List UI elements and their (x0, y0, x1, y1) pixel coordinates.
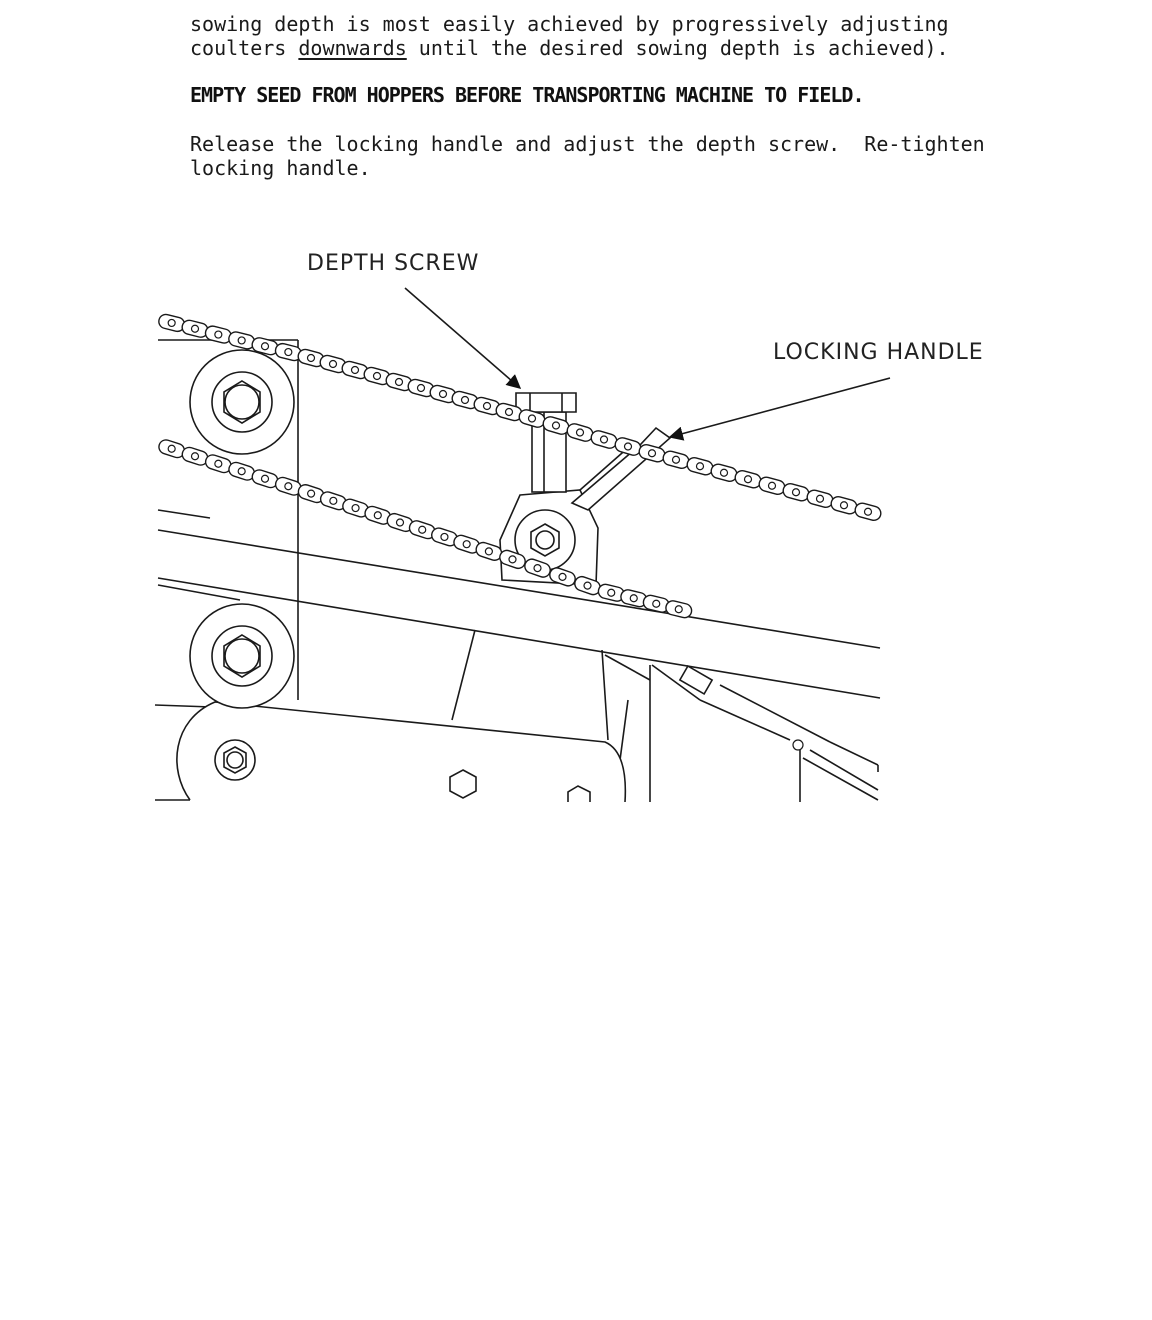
chain-pin (441, 533, 448, 540)
chain-pin (285, 349, 292, 356)
chain-pin (553, 422, 560, 429)
chain-pin (841, 502, 848, 509)
chain-pin (509, 556, 516, 563)
chain-pin (649, 450, 656, 457)
chain-pin (285, 483, 292, 490)
chain-pin (534, 565, 541, 572)
chain-pin (769, 482, 776, 489)
chain-pin (745, 476, 752, 483)
paragraph-line: Release the locking handle and adjust the depth screw. Re-tighten (190, 132, 985, 156)
chain-pin (559, 573, 566, 580)
chain-pin (440, 391, 447, 398)
chain-pin (463, 541, 470, 548)
chain-pin (168, 319, 175, 326)
chain-pin (673, 456, 680, 463)
chain-pin (352, 505, 359, 512)
chain-pin (215, 331, 222, 338)
chain-pin (308, 490, 315, 497)
underlined-word: downwards (298, 36, 407, 60)
chain-pin (817, 495, 824, 502)
chain-pin (352, 367, 359, 374)
chain-pin (721, 469, 728, 476)
bolt-upper-left (190, 350, 294, 454)
text-fragment: coulters (190, 36, 299, 60)
chain-pin (630, 595, 637, 602)
locking-handle-leader (670, 378, 890, 437)
chain-pin (675, 606, 682, 613)
chain-pin (330, 497, 337, 504)
pin-icon (793, 740, 803, 750)
chain-pin (418, 385, 425, 392)
chain-pin (168, 445, 175, 452)
paragraph-line: locking handle. (190, 156, 371, 180)
nut-icon (450, 770, 476, 798)
chain-pin (238, 468, 245, 475)
chain-pin (374, 512, 381, 519)
paragraph-line: sowing depth is most easily achieved by progressively adjusting (190, 12, 949, 36)
chain-pin (238, 337, 245, 344)
chain-pin (608, 589, 615, 596)
chain-pin (577, 429, 584, 436)
chain-pin (485, 548, 492, 555)
warning-heading: EMPTY SEED FROM HOPPERS BEFORE TRANSPORTING MACHINE TO FIELD. (190, 83, 864, 107)
bolt-lower-left (190, 604, 294, 708)
chain-pin (865, 508, 872, 515)
chain-pin (374, 373, 381, 380)
chain-pin (397, 519, 404, 526)
chain-pin (506, 409, 513, 416)
chain-pin (653, 600, 660, 607)
chain-pin (396, 379, 403, 386)
chain-pin (215, 460, 222, 467)
chain-pin (484, 403, 491, 410)
chain-pin (793, 489, 800, 496)
chain-pin (697, 463, 704, 470)
chain-pin (625, 443, 632, 450)
locking-handle-label: LOCKING HANDLE (773, 340, 984, 365)
chain-pin (462, 397, 469, 404)
chain-pin (529, 415, 536, 422)
chain-pin (308, 355, 315, 362)
chain-pin (192, 453, 199, 460)
depth-screw (516, 393, 576, 492)
chain-pin (262, 343, 269, 350)
chain-pin (262, 475, 269, 482)
bolt-bracket (215, 740, 255, 780)
chain-pin (330, 361, 337, 368)
depth-screw-leader (405, 288, 520, 388)
depth-screw-label: DEPTH SCREW (307, 251, 480, 276)
chain-pin (601, 436, 608, 443)
chain-pin (584, 582, 591, 589)
chain-pin (419, 526, 426, 533)
text-fragment: until the desired sowing depth is achieved). (406, 36, 949, 60)
chain-pin (192, 325, 199, 332)
